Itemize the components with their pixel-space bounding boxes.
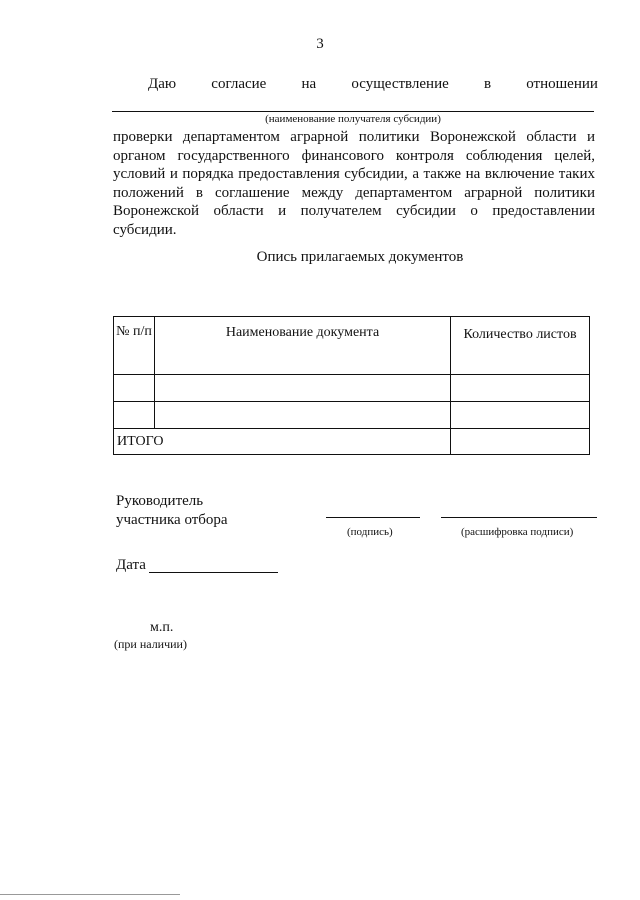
docs-heading: Опись прилагаемых документов xyxy=(256,249,464,265)
scan-edge-divider xyxy=(0,894,180,895)
page-number: 3 xyxy=(316,36,324,52)
table-row xyxy=(114,375,590,402)
signatory-title-line2: участника отбора xyxy=(116,512,228,528)
header-sheets: Количество листов xyxy=(451,317,590,375)
header-num: № п/п xyxy=(114,317,155,375)
stamp-label: м.п. xyxy=(150,620,174,635)
total-row xyxy=(114,429,590,455)
recipient-blank-line xyxy=(112,111,594,112)
date-label: Дата xyxy=(116,557,146,573)
recipient-caption: (наименование получателя субсидии) xyxy=(265,113,441,125)
date-line[interactable] xyxy=(149,572,278,573)
consent-line xyxy=(148,76,598,93)
consent-word: согласие xyxy=(211,76,267,92)
table-cell[interactable] xyxy=(451,375,590,402)
consent-word: отношении xyxy=(526,76,598,92)
signatory-block xyxy=(116,492,228,530)
decoding-line[interactable] xyxy=(441,517,597,518)
total-value-cell[interactable] xyxy=(451,429,590,455)
table-cell[interactable] xyxy=(155,375,451,402)
documents-table xyxy=(113,316,590,455)
consent-paragraph: проверки департаментом аграрной политики Воронежской области и органом государственного финансового контроля соблюдения целей, условий и порядка предоставления субсидии, а также на включение таких положений в соглашение между департаментом аграрной политики Воронежской области и получателем субсидии о предоставлении субсидии. xyxy=(113,129,595,238)
table-cell[interactable] xyxy=(451,402,590,429)
total-label: ИТОГО xyxy=(114,429,451,455)
table-cell[interactable] xyxy=(114,375,155,402)
signature-caption: (подпись) xyxy=(347,526,393,538)
consent-word: на xyxy=(301,76,317,92)
table-cell[interactable] xyxy=(114,402,155,429)
table-header-row xyxy=(114,317,590,375)
header-name: Наименование документа xyxy=(155,317,451,375)
decoding-caption: (расшифровка подписи) xyxy=(461,526,574,538)
signature-line[interactable] xyxy=(326,517,420,518)
consent-word: в xyxy=(483,76,492,92)
consent-word: Даю xyxy=(148,76,177,92)
signatory-title-line1: Руководитель xyxy=(116,493,204,509)
table-row xyxy=(114,402,590,429)
consent-word: осуществление xyxy=(351,76,449,92)
stamp-note: (при наличии) xyxy=(114,637,187,651)
table-cell[interactable] xyxy=(155,402,451,429)
